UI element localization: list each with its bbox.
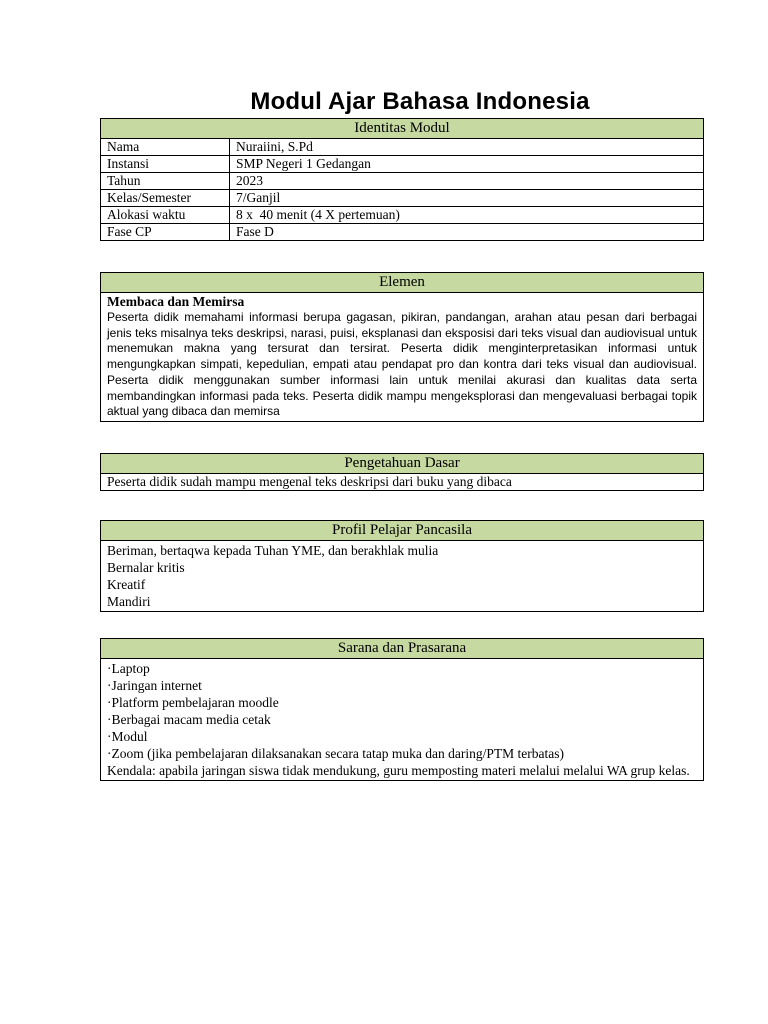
row-value: 7/Ganjil [230, 190, 704, 207]
row-label: Alokasi waktu [101, 207, 230, 224]
elemen-body [101, 293, 704, 422]
profil-body [101, 541, 704, 612]
row-value: Nuraiini, S.Pd [230, 139, 704, 156]
list-item: ·Platform pembelajaran moodle [107, 695, 279, 710]
table-row [101, 207, 704, 224]
pengetahuan-table [100, 453, 704, 491]
table-row [101, 224, 704, 241]
table-row [101, 173, 704, 190]
profil-table [100, 520, 704, 612]
table-row [101, 139, 704, 156]
list-item: Beriman, bertaqwa kepada Tuhan YME, dan berakhlak mulia [107, 543, 439, 558]
elemen-header: Elemen [101, 273, 704, 293]
sarana-header: Sarana dan Prasarana [101, 639, 704, 659]
sarana-body [101, 659, 704, 781]
elemen-subtitle: Membaca dan Memirsa [107, 294, 245, 309]
row-value: SMP Negeri 1 Gedangan [230, 156, 704, 173]
list-item: Bernalar kritis [107, 560, 185, 575]
pengetahuan-text: Peserta didik sudah mampu mengenal teks deskripsi dari buku yang dibaca [101, 474, 704, 491]
row-label: Instansi [101, 156, 230, 173]
row-label: Tahun [101, 173, 230, 190]
sarana-table [100, 638, 704, 781]
row-label: Nama [101, 139, 230, 156]
list-item: ·Modul [107, 729, 148, 744]
row-value: 2023 [230, 173, 704, 190]
identitas-table [100, 118, 704, 241]
list-item: ·Zoom (jika pembelajaran dilaksanakan secara tatap muka dan daring/PTM terbatas) [107, 746, 564, 761]
row-label: Fase CP [101, 224, 230, 241]
table-row [101, 190, 704, 207]
list-item: ·Jaringan internet [107, 678, 202, 693]
pengetahuan-header: Pengetahuan Dasar [101, 454, 704, 474]
sarana-note: Kendala: apabila jaringan siswa tidak mendukung, guru memposting materi melalui melalui WA grup kelas. [107, 763, 690, 778]
row-value: 8 x 40 menit (4 X pertemuan) [230, 207, 704, 224]
list-item: ·Berbagai macam media cetak [107, 712, 271, 727]
identitas-header: Identitas Modul [101, 119, 704, 139]
row-label: Kelas/Semester [101, 190, 230, 207]
profil-header: Profil Pelajar Pancasila [101, 521, 704, 541]
list-item: ·Laptop [107, 661, 150, 676]
page-title: Modul Ajar Bahasa Indonesia [250, 88, 590, 115]
elemen-table [100, 272, 704, 422]
row-value: Fase D [230, 224, 704, 241]
table-row [101, 156, 704, 173]
elemen-text: Peserta didik memahami informasi berupa gagasan, pikiran, pandangan, arahan atau pesan dari berbagai jenis teks misalnya teks deskripsi, narasi, puisi, eksplanasi dan eksposisi dari teks visual dan audiovisual untuk menemukan makna yang tersurat dan tersirat. Peserta didik menginterpretasikan informasi untuk mengungkapkan simpati, kepedulian, empati atau pendapat pro dan kontra dari teks visual dan audiovisual. Peserta didik menggunakan sumber informasi lain untuk menilai akurasi dan kualitas data serta membandingkan informasi pada teks. Peserta didik mampu mengeksplorasi dan mengevaluasi berbagai topik aktual yang dibaca dan memirsa [107, 310, 697, 419]
list-item: Mandiri [107, 594, 151, 609]
list-item: Kreatif [107, 577, 146, 592]
